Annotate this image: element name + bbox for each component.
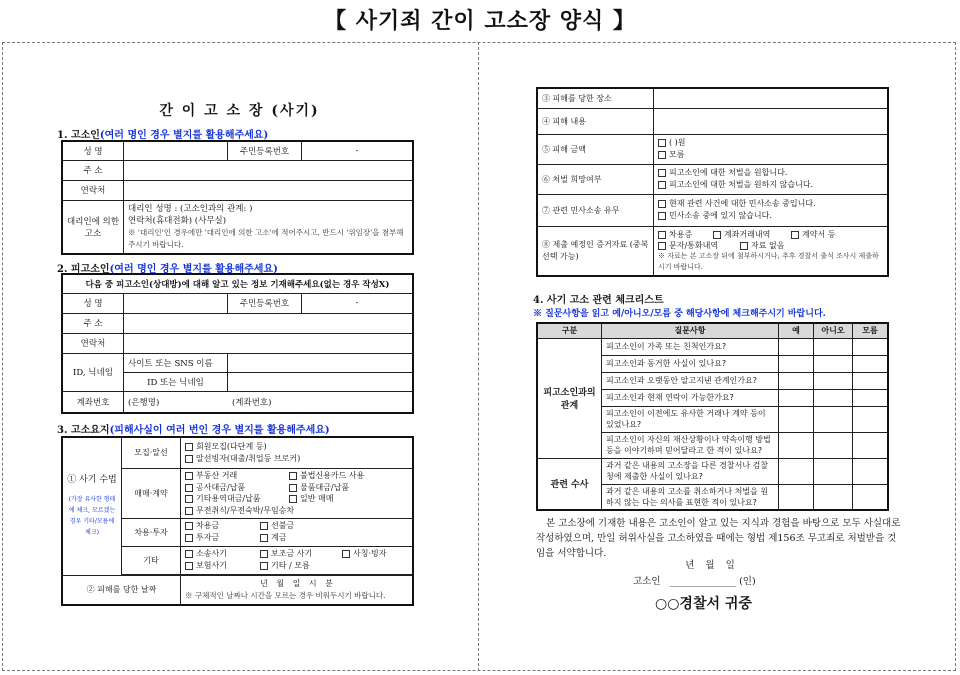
label-resp-name: 성 명: [62, 293, 124, 313]
checklist-no-cell[interactable]: [814, 338, 853, 355]
signer-label: 고소인: [633, 576, 661, 587]
option-recruit-1[interactable]: 회원모집(다단계 등): [185, 441, 408, 453]
amount-options: [654, 134, 889, 164]
label-method: ① 사기 수법: [67, 474, 117, 485]
date-note: ※ 구체적인 날짜나 시간을 모르는 경우 비워두시기 바랍니다.: [185, 590, 386, 600]
label-place: ③ 피해를 당한 장소: [537, 88, 654, 108]
option-evidence-3[interactable]: 계약서 등: [791, 230, 835, 239]
recruit-options: [181, 437, 414, 468]
checklist-question: 피고소인이 가족 또는 친척인가요?: [602, 338, 779, 355]
checklist-no-cell[interactable]: [814, 355, 853, 372]
option-recruit-2[interactable]: 알선빙자(대출/취업등 브로커): [185, 453, 408, 465]
complainant-name-field[interactable]: [124, 141, 228, 160]
checkbox[interactable]: [260, 534, 268, 542]
label-evidence: ⑧ 제출 예정인 증거자료 (중복 선택 가능): [537, 226, 654, 276]
section-1-title: 1. 고소인: [57, 130, 100, 141]
section-4-title: 4. 사기 고소 관련 체크리스트: [533, 295, 664, 306]
checklist-question: 과거 같은 내용의 고소장을 다른 경찰서나 검찰청에 제출한 사실이 있나요?: [602, 458, 779, 484]
respondent-rrn-field[interactable]: -: [302, 293, 414, 313]
loan-options: [181, 518, 414, 546]
label-resp-id: ID, 닉네임: [62, 353, 124, 391]
section-3-heading: [57, 421, 330, 436]
signature-line[interactable]: ______________: [669, 576, 737, 587]
nick-field[interactable]: [228, 372, 414, 391]
checklist-unknown-cell[interactable]: [853, 484, 889, 510]
checkbox[interactable]: [791, 231, 799, 239]
option-trade-7[interactable]: 무전취식/무전숙박/무임승차: [185, 505, 408, 517]
account-field[interactable]: [124, 391, 414, 413]
checklist-unknown-cell[interactable]: [853, 432, 889, 458]
checkbox[interactable]: [185, 443, 193, 451]
checklist-yes-cell[interactable]: [779, 389, 814, 406]
label-site: 사이트 또는 SNS 이름: [124, 353, 228, 372]
checkbox[interactable]: [260, 550, 268, 558]
label-resp-rrn: 주민등록번호: [228, 293, 302, 313]
option-civil-no[interactable]: 민사소송 중에 있지 않습니다.: [658, 210, 883, 222]
checklist-unknown-cell[interactable]: [853, 338, 889, 355]
checkbox[interactable]: [658, 169, 666, 177]
agent-line-1: 대리인 성명 : (고소인과의 관계: ): [128, 203, 253, 214]
section-4-note: ※ 질문사항을 읽고 예/아니오/모름 중 해당사항에 체크해주시기 바랍니다.: [533, 309, 826, 319]
seal-mark: (인): [739, 576, 756, 587]
label-account: 계좌번호: [62, 391, 124, 413]
punish-options: [654, 164, 889, 194]
checklist-yes-cell[interactable]: [779, 355, 814, 372]
evidence-note: ※ 자료는 본 고소장 뒤에 첨부하시거나, 추후 경찰서 출석 조사시 제출하시기 바랍니다.: [658, 251, 879, 271]
checklist-no-cell[interactable]: [814, 432, 853, 458]
checklist-question: 피고소인이 이전에도 유사한 거래나 계약 등이 있었나요?: [602, 406, 779, 432]
content-field[interactable]: [654, 108, 889, 134]
option-amount-value[interactable]: ( )원: [658, 137, 883, 149]
evidence-options: [654, 226, 889, 276]
label-agent: 대리인에 의한 고소: [62, 200, 124, 254]
label-resp-address: 주 소: [62, 313, 124, 333]
checkbox[interactable]: [713, 231, 721, 239]
respondent-contact-field[interactable]: [124, 333, 414, 353]
section-2-note: (여러 명인 경우 별지를 활용해주세요): [109, 264, 278, 275]
respondent-address-field[interactable]: [124, 313, 414, 333]
checkbox[interactable]: [658, 242, 666, 250]
checkbox[interactable]: [260, 562, 268, 570]
checklist-unknown-cell[interactable]: [853, 458, 889, 484]
checklist-category-relation: 피고소인과의 관계: [537, 338, 602, 458]
option-loan-3[interactable]: 투자금: [185, 532, 260, 544]
label-name: 성 명: [62, 141, 124, 160]
checklist-question: 피고소인이 자신의 재산상황이나 약속이행 방법 등을 이야기하며 믿어달라고 한 적이 있나요?: [602, 432, 779, 458]
section-1-heading: [57, 126, 268, 141]
checkbox[interactable]: [658, 181, 666, 189]
method-note: (가장 유사한 형태에 체크, 모르겠는 경우 기타/모름에 체크): [68, 495, 116, 536]
checklist-header-unknown: 모름: [853, 323, 889, 338]
checkbox[interactable]: [185, 534, 193, 542]
acct-no-hint: (계좌번호): [231, 397, 272, 408]
civil-options: [654, 194, 889, 226]
checklist-question: 피고소인과 동거한 사실이 있나요?: [602, 355, 779, 372]
damage-table: [536, 87, 889, 277]
oath-statement: 본 고소장에 기재한 내용은 고소인이 알고 있는 지식과 경험을 바탕으로 모두 사실대로 작성하였으며, 만일 허위사실을 고소하였을 때에는 형법 제156조 무고죄로 처벌받을 것임을 서약합니다.: [536, 518, 901, 559]
complainant-table: [61, 140, 414, 255]
label-other: 기타: [122, 546, 181, 574]
checklist-yes-cell[interactable]: [779, 432, 814, 458]
summary-table: [61, 436, 414, 606]
option-other-2[interactable]: 보조금 사기: [260, 548, 342, 560]
checklist-unknown-cell[interactable]: [853, 355, 889, 372]
respondent-table: [61, 273, 414, 414]
section-1-note: (여러 명인 경우 별지를 활용해주세요): [99, 130, 269, 141]
checkbox[interactable]: [185, 562, 193, 570]
checklist-unknown-cell[interactable]: [853, 406, 889, 432]
agent-line-2: 연락처(휴대전화) (사무실): [128, 215, 227, 226]
checkbox[interactable]: [185, 484, 193, 492]
checklist-no-cell[interactable]: [814, 458, 853, 484]
label-resp-contact: 연락처: [62, 333, 124, 353]
complainant-contact-field[interactable]: [124, 180, 414, 200]
label-loan: 차용·투자: [122, 518, 181, 546]
option-punish-yes[interactable]: 피고소인에 대한 처벌을 원합니다.: [658, 167, 883, 179]
checklist-header-question: 질문사항: [602, 323, 779, 338]
checkbox[interactable]: [658, 151, 666, 159]
option-loan-2[interactable]: 선불금: [260, 521, 294, 530]
checklist-no-cell[interactable]: [814, 389, 853, 406]
section-3-title: 3. 고소요지: [57, 425, 110, 436]
bank-hint: (은행명): [128, 397, 160, 408]
date-parts: 년 월 일 시 분: [260, 578, 333, 588]
checkbox[interactable]: [185, 522, 193, 530]
checklist-table: [536, 322, 889, 511]
checkbox[interactable]: [658, 212, 666, 220]
checklist-yes-cell[interactable]: [779, 338, 814, 355]
option-evidence-1[interactable]: 차용증: [658, 229, 713, 240]
checkbox[interactable]: [185, 455, 193, 463]
label-rrn: 주민등록번호: [228, 141, 302, 160]
checklist-category-investigation: 관련 수사: [537, 458, 602, 510]
option-other-1[interactable]: 소송사기: [185, 548, 260, 560]
checkbox[interactable]: [740, 242, 748, 250]
section-3-note: (피해사실이 여러 번인 경우 별지를 활용해주세요): [109, 425, 330, 436]
site-field[interactable]: [228, 353, 414, 372]
checklist-yes-cell[interactable]: [779, 372, 814, 389]
checkbox[interactable]: [185, 550, 193, 558]
checklist-no-cell[interactable]: [814, 406, 853, 432]
checklist-yes-cell[interactable]: [779, 406, 814, 432]
checkbox[interactable]: [289, 472, 297, 480]
option-trade-5[interactable]: 기타용역대금/납품: [185, 493, 289, 505]
checklist-yes-cell[interactable]: [779, 458, 814, 484]
checkbox[interactable]: [289, 484, 297, 492]
option-other-3[interactable]: 사칭·빙자: [342, 549, 386, 558]
respondent-name-field[interactable]: [124, 293, 228, 313]
other-options: [181, 546, 414, 574]
label-trade: 매매·계약: [122, 468, 181, 518]
method-cell: [62, 437, 122, 575]
checkbox[interactable]: [289, 495, 297, 503]
checkbox[interactable]: [185, 507, 193, 515]
option-other-5[interactable]: 기타 / 모름: [260, 561, 310, 570]
checkbox[interactable]: [658, 200, 666, 208]
label-content: ④ 피해 내용: [537, 108, 654, 134]
checkbox[interactable]: [658, 231, 666, 239]
option-civil-yes[interactable]: 현재 관련 사건에 대한 민사소송 중입니다.: [658, 198, 883, 210]
label-address: 주 소: [62, 160, 124, 180]
checklist-unknown-cell[interactable]: [853, 372, 889, 389]
checkbox[interactable]: [185, 495, 193, 503]
trade-options: [181, 468, 414, 518]
closing-signer: [633, 574, 756, 589]
checklist-unknown-cell[interactable]: [853, 389, 889, 406]
label-date: ② 피해를 당한 날짜: [62, 575, 181, 605]
date-field[interactable]: [181, 575, 414, 605]
option-evidence-4[interactable]: 문자/통화내역: [658, 240, 740, 251]
label-nick: ID 또는 닉네임: [124, 372, 228, 391]
option-trade-6[interactable]: 일반 매매: [289, 494, 333, 503]
checklist-question: 피고소인과 오랫동안 알고지낸 관계인가요?: [602, 372, 779, 389]
place-field[interactable]: [654, 88, 889, 108]
option-punish-no[interactable]: 피고소인에 대한 처벌을 원하지 않습니다.: [658, 179, 883, 191]
addressee: ○○경찰서 귀중: [655, 596, 752, 612]
checklist-header-no: 아니오: [814, 323, 853, 338]
option-evidence-2[interactable]: 계좌거래내역: [713, 229, 791, 240]
respondent-banner: 다음 중 피고소인(상대방)에 대해 알고 있는 정보 기재해주세요(없는 경우 작성X): [62, 274, 413, 293]
checkbox[interactable]: [260, 522, 268, 530]
agent-field[interactable]: [124, 200, 414, 254]
complainant-address-field[interactable]: [124, 160, 414, 180]
label-recruit: 모집·알선: [122, 437, 181, 468]
checklist-no-cell[interactable]: [814, 484, 853, 510]
section-2-title: 2. 피고소인: [57, 264, 110, 275]
option-trade-2[interactable]: 불법신용카드 사용: [289, 471, 364, 480]
option-trade-1[interactable]: 부동산 거래: [185, 470, 289, 482]
label-civil: ⑦ 관련 민사소송 유무: [537, 194, 654, 226]
option-trade-3[interactable]: 공사대금/납품: [185, 482, 289, 494]
option-other-4[interactable]: 보험사기: [185, 560, 260, 572]
closing-date: 년 월 일: [685, 560, 735, 571]
option-loan-4[interactable]: 계금: [260, 533, 286, 542]
label-contact: 연락처: [62, 180, 124, 200]
checklist-yes-cell[interactable]: [779, 484, 814, 510]
checklist-question: 과거 같은 내용의 고소를 취소하거나 처벌을 원하지 않는 다는 의사를 표현한 적이 있나요?: [602, 484, 779, 510]
option-loan-1[interactable]: 차용금: [185, 520, 260, 532]
agent-note: ※ '대리인'인 경우에만 '대리인에 의한 고소'에 적어주시고, 반드시 '위임장'을 첨부해주시기 바랍니다.: [128, 227, 404, 249]
checkbox[interactable]: [185, 472, 193, 480]
label-punish: ⑥ 처벌 희망여부: [537, 164, 654, 194]
option-amount-unknown[interactable]: 모름: [658, 149, 883, 161]
page-main-title: 【 사기죄 간이 고소장 양식 】: [324, 9, 636, 34]
label-amount: ⑤ 피해 금액: [537, 134, 654, 164]
option-trade-4[interactable]: 물품대금/납품: [289, 483, 349, 492]
checklist-no-cell[interactable]: [814, 372, 853, 389]
complainant-rrn-field[interactable]: -: [302, 141, 414, 160]
checklist-header-category: 구분: [537, 323, 602, 338]
option-evidence-5[interactable]: 자료 없음: [740, 241, 784, 250]
checkbox[interactable]: [658, 139, 666, 147]
checklist-header-yes: 예: [779, 323, 814, 338]
checklist-question: 피고소인과 현재 연락이 가능한가요?: [602, 389, 779, 406]
page-divider: [478, 42, 479, 671]
checkbox[interactable]: [342, 550, 350, 558]
form-title: 간 이 고 소 장 (사기): [159, 103, 320, 119]
